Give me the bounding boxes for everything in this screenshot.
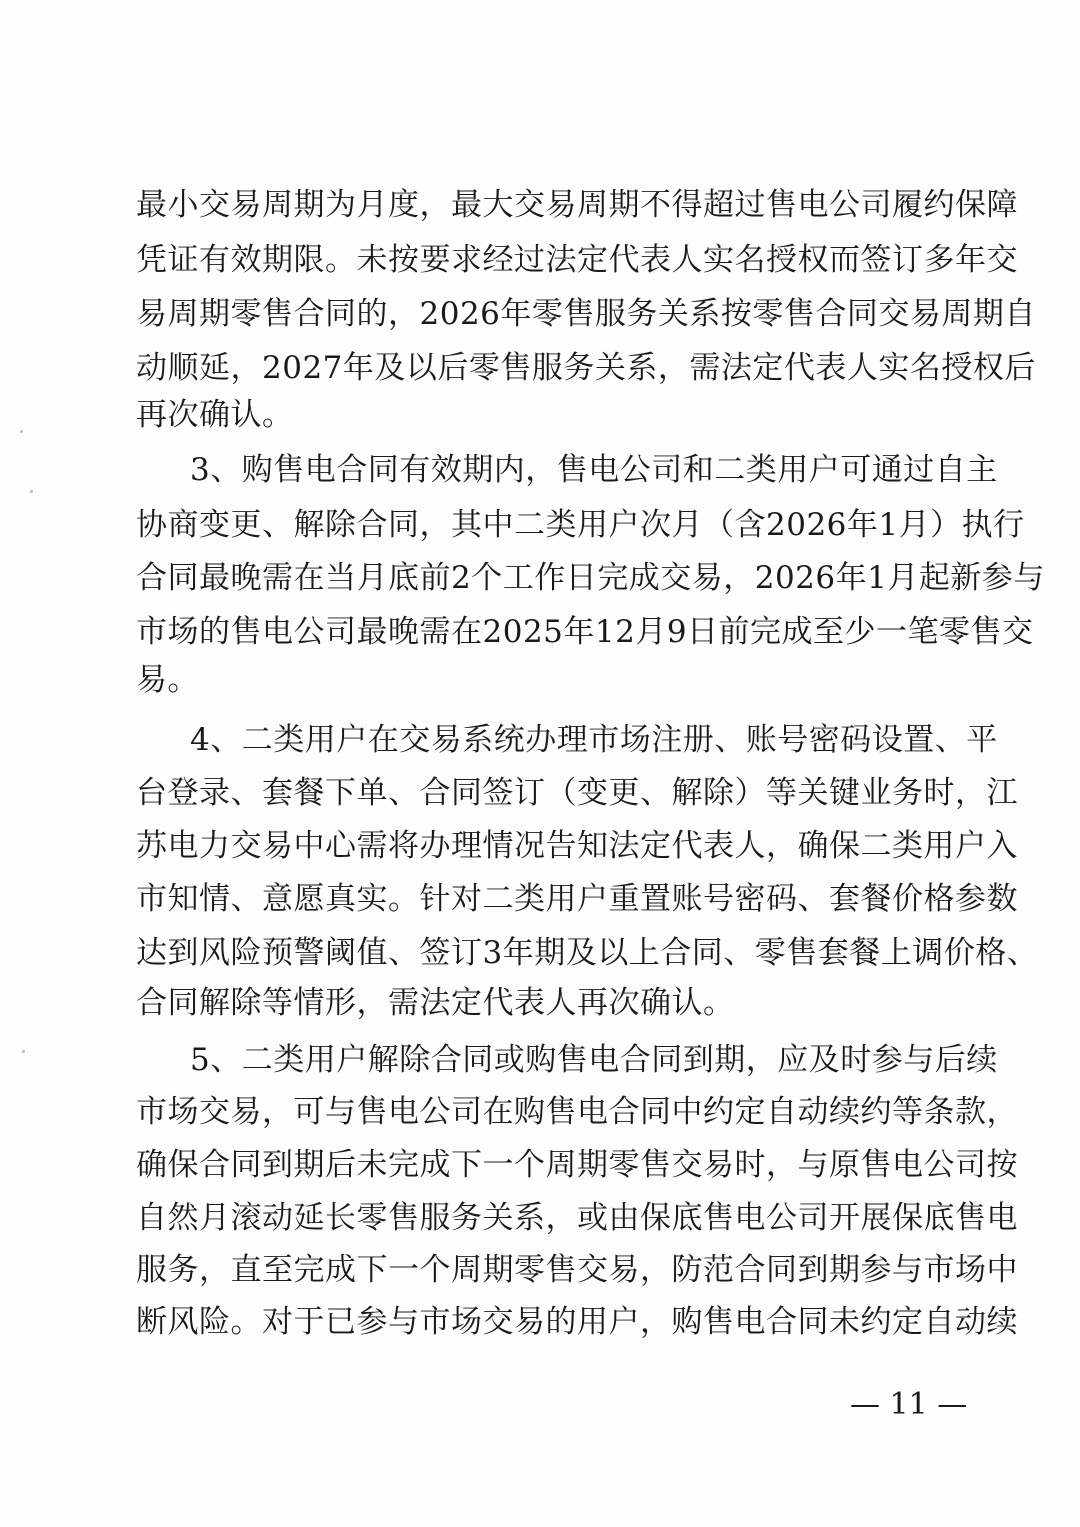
text-line: 确保合同到期后未完成下一个周期零售交易时，与原售电公司按	[136, 1147, 1018, 1183]
text-line: 凭证有效期限。未按要求经过法定代表人实名授权而签订多年交	[136, 242, 1018, 278]
paragraph-start-line: 3、购售电合同有效期内，售电公司和二类用户可通过自主	[190, 452, 998, 488]
scan-speck	[20, 430, 23, 433]
page-number: — 11 —	[850, 1387, 968, 1422]
text-line: 合同解除等情形，需法定代表人再次确认。	[136, 985, 735, 1021]
text-line: 协商变更、解除合同，其中二类用户次月（含2026年1月）执行	[136, 507, 1025, 543]
text-line: 断风险。对于已参与市场交易的用户，购售电合同未约定自动续	[136, 1304, 1018, 1340]
text-line: 市场的售电公司最晚需在2025年12月9日前完成至少一笔零售交	[136, 614, 1034, 650]
scan-speck	[22, 1050, 25, 1053]
text-line: 合同最晚需在当月底前2个工作日完成交易，2026年1月起新参与	[136, 560, 1045, 596]
text-line: 自然月滚动延长零售服务关系，或由保底售电公司开展保底售电	[136, 1200, 1018, 1236]
scan-speck	[30, 490, 33, 493]
text-line: 台登录、套餐下单、合同签订（变更、解除）等关键业务时，江	[136, 775, 1018, 811]
text-line: 最小交易周期为月度，最大交易周期不得超过售电公司履约保障	[136, 187, 1018, 223]
text-line: 市场交易，可与售电公司在购售电合同中约定自动续约等条款，	[136, 1094, 1018, 1130]
text-line: 达到风险预警阈值、签订3年期及以上合同、零售套餐上调价格、	[136, 935, 1039, 971]
text-line: 易周期零售合同的，2026年零售服务关系按零售合同交易周期自	[136, 296, 1036, 332]
text-line: 苏电力交易中心需将办理情况告知法定代表人，确保二类用户入	[136, 828, 1018, 864]
text-line: 动顺延，2027年及以后零售服务关系，需法定代表人实名授权后	[136, 350, 1036, 386]
text-line: 市知情、意愿真实。针对二类用户重置账号密码、套餐价格参数	[136, 881, 1018, 917]
paragraph-start-line: 5、二类用户解除合同或购售电合同到期，应及时参与后续	[190, 1042, 998, 1078]
paragraph-start-line: 4、二类用户在交易系统办理市场注册、账号密码设置、平	[190, 722, 998, 758]
text-line: 服务，直至完成下一个周期零售交易，防范合同到期参与市场中	[136, 1252, 1018, 1288]
text-line: 易。	[136, 662, 199, 698]
text-line: 再次确认。	[136, 397, 294, 433]
